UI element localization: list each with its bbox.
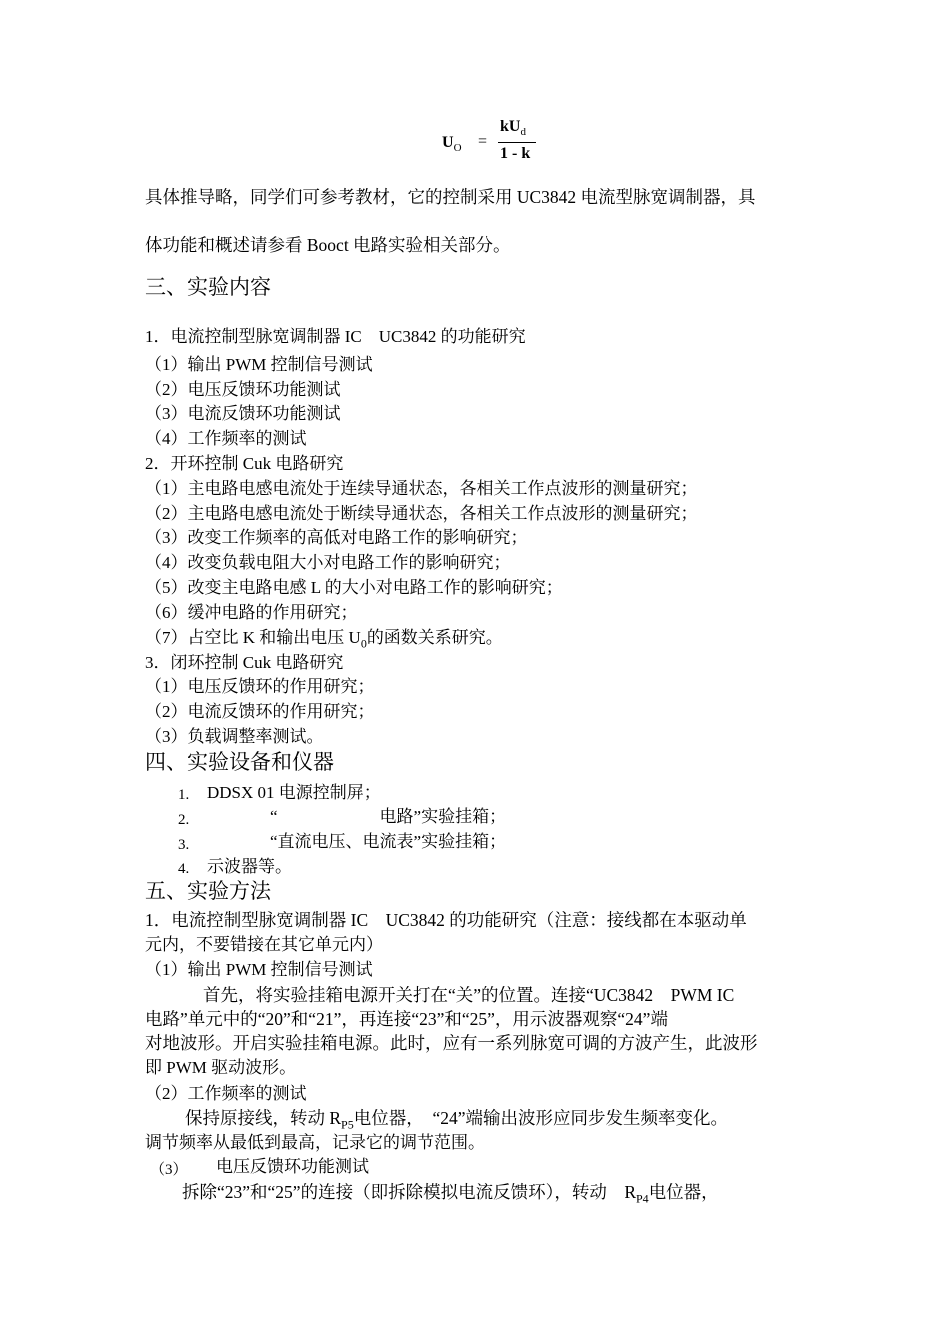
content-item: （2）电压反馈环功能测试: [145, 380, 341, 399]
content-item: （4）改变负载电阻大小对电路工作的影响研究；: [145, 553, 511, 572]
content-item: 2．开环控制 Cuk 电路研究: [145, 454, 344, 473]
section-5-title: 五、实验方法: [145, 879, 271, 903]
method-subheading: 电压反馈环功能测试: [216, 1157, 369, 1176]
method-paragraph-line: 对地波形。开启实验挂箱电源。此时，应有一系列脉宽可调的方波产生，此波形: [145, 1033, 758, 1053]
content-item: （6）缓冲电路的作用研究；: [145, 603, 358, 622]
intro-line-1: 具体推导略，同学们可参考教材，它的控制采用 UC3842 电流型脉宽调制器，具: [145, 187, 756, 207]
content-item: （3）负载调整率测试。: [145, 727, 324, 746]
content-item: 1．电流控制型脉宽调制器 IC UC3842 的功能研究: [145, 327, 526, 346]
content-item: 3．闭环控制 Cuk 电路研究: [145, 653, 344, 672]
method-paragraph-line: 首先，将实验挂箱电源开关打在“关”的位置。连接“UC3842 PWM IC: [203, 985, 735, 1005]
content-item: （1）输出 PWM 控制信号测试: [145, 355, 373, 374]
content-item: （3）改变工作频率的高低对电路工作的影响研究；: [145, 528, 528, 547]
formula-numerator: $kU_d$: [500, 118, 526, 139]
content-item: （4）工作频率的测试: [145, 429, 307, 448]
method-paragraph-line: 拆除“23”和“25”的连接（即拆除模拟电流反馈环），转动 $R_{P4}$电位器，: [182, 1182, 719, 1206]
formula-equals: =: [478, 133, 488, 150]
method-paragraph-line: 即 PWM 驱动波形。: [145, 1058, 297, 1077]
formula-lhs: $U_O$: [442, 134, 462, 155]
formula-denominator: 1 - k: [500, 145, 531, 162]
method-paragraph-line: 调节频率从最低到最高，记录它的调节范围。: [145, 1133, 485, 1152]
method-paragraph-line: 保持原接线，转动 $R_{P5}$电位器， “24”端输出波形应同步发生频率变化。: [185, 1108, 729, 1132]
content-item: （5）改变主电路电感 L 的大小对电路工作的影响研究；: [145, 578, 563, 597]
method-paragraph-line: 元内，不要错接在其它单元内）: [145, 935, 383, 954]
section-3-title: 三、实验内容: [145, 275, 271, 299]
equipment-item: 示波器等。: [207, 857, 292, 876]
intro-line-2: 体功能和概述请参看 Booct 电路实验相关部分。: [145, 235, 511, 255]
output-voltage-formula: [440, 118, 550, 168]
section-4-title: 四、实验设备和仪器: [145, 750, 334, 774]
method-subheading: （1）输出 PWM 控制信号测试: [145, 960, 373, 979]
method-subheading: （2）工作频率的测试: [145, 1084, 307, 1103]
method-paragraph-line: 电路”单元中的“20”和“21”，再连接“23”和“25”，用示波器观察“24”端: [145, 1009, 668, 1029]
equipment-item: DDSX 01 电源控制屏；: [207, 783, 381, 802]
content-item: （3）电流反馈环功能测试: [145, 404, 341, 423]
equipment-number: 3.: [178, 837, 190, 853]
content-item: （2）主电路电感电流处于断续导通状态，各相关工作点波形的测量研究；: [145, 504, 698, 523]
fraction-bar: [498, 142, 536, 143]
equipment-item: “ 电路”实验挂箱；: [270, 807, 507, 826]
equipment-number: 2.: [178, 812, 190, 828]
equipment-item: “直流电压、电流表”实验挂箱；: [270, 832, 507, 851]
content-item: （1）主电路电感电流处于连续导通状态，各相关工作点波形的测量研究；: [145, 479, 698, 498]
method-subheading-number: （3）: [150, 1162, 188, 1178]
equipment-number: 4.: [178, 861, 190, 877]
content-item-duty-ratio: （7）占空比 K 和输出电压 $U_0$的函数关系研究。: [145, 628, 503, 651]
content-item: （1）电压反馈环的作用研究；: [145, 677, 375, 696]
method-paragraph-line: 1．电流控制型脉宽调制器 IC UC3842 的功能研究（注意：接线都在本驱动单: [145, 910, 747, 930]
content-item: （2）电流反馈环的作用研究；: [145, 702, 375, 721]
equipment-number: 1.: [178, 787, 190, 803]
